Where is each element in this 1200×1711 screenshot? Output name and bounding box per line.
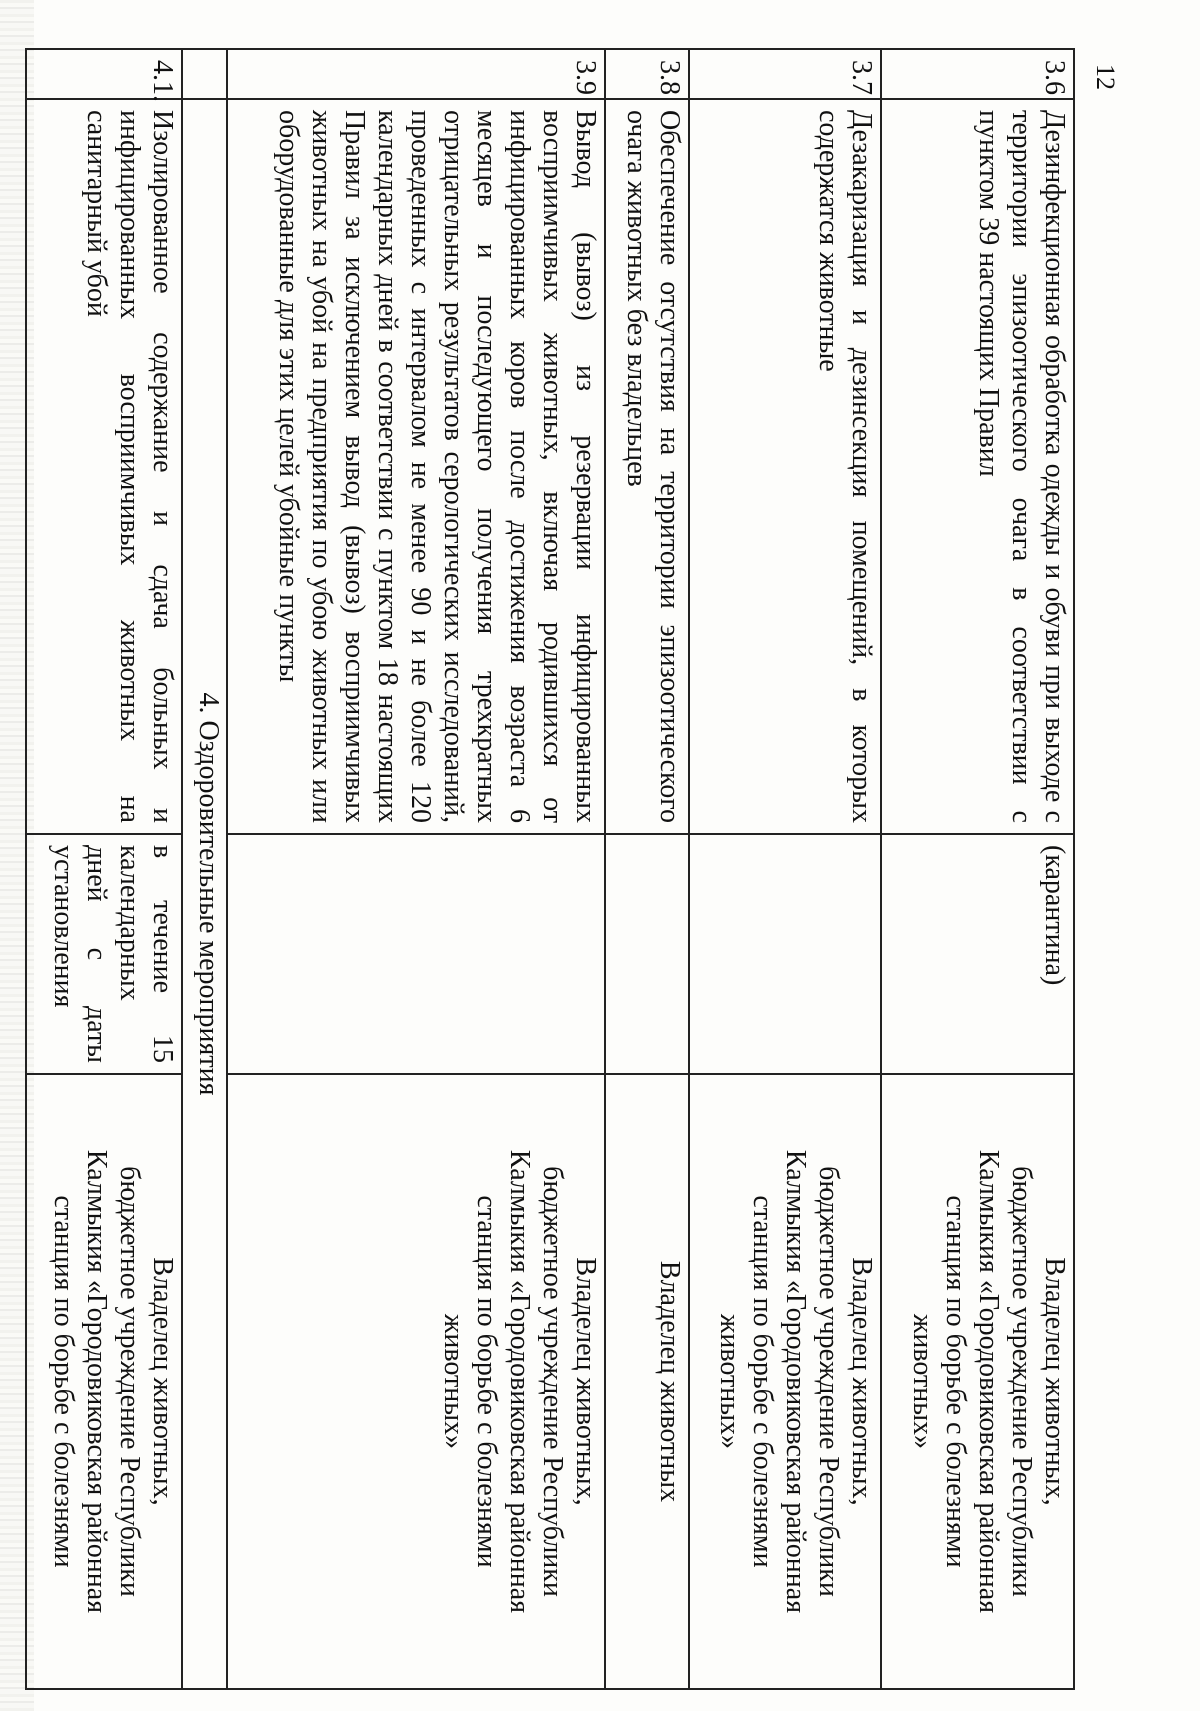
row-number: 3.8: [605, 49, 689, 99]
executor-line: Владелец животных,: [570, 1257, 602, 1506]
executor-line: Калмыкия «Городовиковская районная: [80, 1149, 112, 1614]
measure-description: Обеспечение отсутствия на территории эпизоотического очага животных без владельцев: [605, 99, 689, 834]
table-row-3-8: [605, 49, 689, 1689]
measure-deadline: (карантина): [881, 834, 1074, 1074]
table-row-3-9: [227, 49, 606, 1689]
executor-line: животных»: [907, 1313, 938, 1450]
measure-executors: [605, 1074, 689, 1689]
row-number: 3.6: [881, 49, 1074, 99]
measure-executors: [881, 1074, 1074, 1689]
executor-line: Владелец животных,: [146, 1257, 178, 1506]
rotated-table-container: [25, 48, 1075, 1688]
executor-line: Владелец животных,: [846, 1257, 878, 1506]
executor-line: Владелец животных: [653, 1260, 685, 1503]
executor-line: Калмыкия «Городовиковская районная: [504, 1149, 536, 1614]
page-number: 12: [1091, 64, 1120, 90]
row-number: 3.7: [689, 49, 882, 99]
measure-deadline: в течение 15 календарных дней с даты установления: [26, 834, 182, 1074]
table-row-4-1: [26, 49, 182, 1689]
executor-line: Калмыкия «Городовиковская районная: [780, 1149, 812, 1614]
executor-line: станция по борьбе с болезнями: [47, 1195, 79, 1568]
measures-table: [25, 48, 1075, 1690]
section-number-cell: [182, 49, 227, 99]
section-heading-row: [182, 49, 227, 1689]
table-row-3-7: [689, 49, 882, 1689]
row-number: 4.1.: [26, 49, 182, 99]
table-row-3-6: [881, 49, 1074, 1689]
executor-line: животных»: [438, 1313, 470, 1450]
executor-line: Калмыкия «Городовиковская районная: [973, 1149, 1004, 1614]
measure-deadline: [605, 834, 689, 1074]
measure-description: Изолированное содержание и сдача больных и инфицированных восприимчивых животных на санитарный убой: [26, 99, 182, 834]
executor-line: бюджетное учреждение Республики: [537, 1166, 569, 1597]
executor-line: станция по борьбе с болезнями: [471, 1195, 503, 1568]
executor-line: животных»: [714, 1313, 746, 1450]
row-number: 3.9: [227, 49, 606, 99]
measure-description: Вывод (вывоз) из резервации инфицированных восприимчивых животных, включая родившихся от инфицированных коров после достижения возраста 6 месяцев и последующего получения трехкратных отрицательных результатов серологических исследований, проведенных с интервалом не менее 90 и не более 120 календарных дней в соответствии с пунктом 18 настоящих Правил за исключением вывод (вывоз) восприимчивых животных на убой на предприятия по убою животных или оборудованные для этих целей убойные пункты: [227, 99, 606, 834]
executor-line: Владелец животных,: [1039, 1257, 1070, 1506]
section-title: 4. Оздоровительные мероприятия: [182, 99, 227, 1689]
executor-line: бюджетное учреждение Республики: [113, 1166, 145, 1597]
measure-executors: [26, 1074, 182, 1689]
executor-line: станция по борьбе с болезнями: [940, 1195, 971, 1568]
executor-line: бюджетное учреждение Республики: [1006, 1166, 1037, 1597]
measure-deadline: [689, 834, 882, 1074]
executor-line: бюджетное учреждение Республики: [813, 1166, 845, 1597]
executor-line: станция по борьбе с болезнями: [747, 1195, 779, 1568]
measure-description: Дезакаризация и дезинсекция помещений, в которых содержатся животные: [689, 99, 882, 834]
measure-description: Дезинфекционная обработка одежды и обуви при выходе с территории эпизоотического очага в соответствии с пунктом 39 настоящих Правил: [881, 99, 1074, 834]
measure-executors: [227, 1074, 606, 1689]
measure-deadline: [227, 834, 606, 1074]
measure-executors: [689, 1074, 882, 1689]
